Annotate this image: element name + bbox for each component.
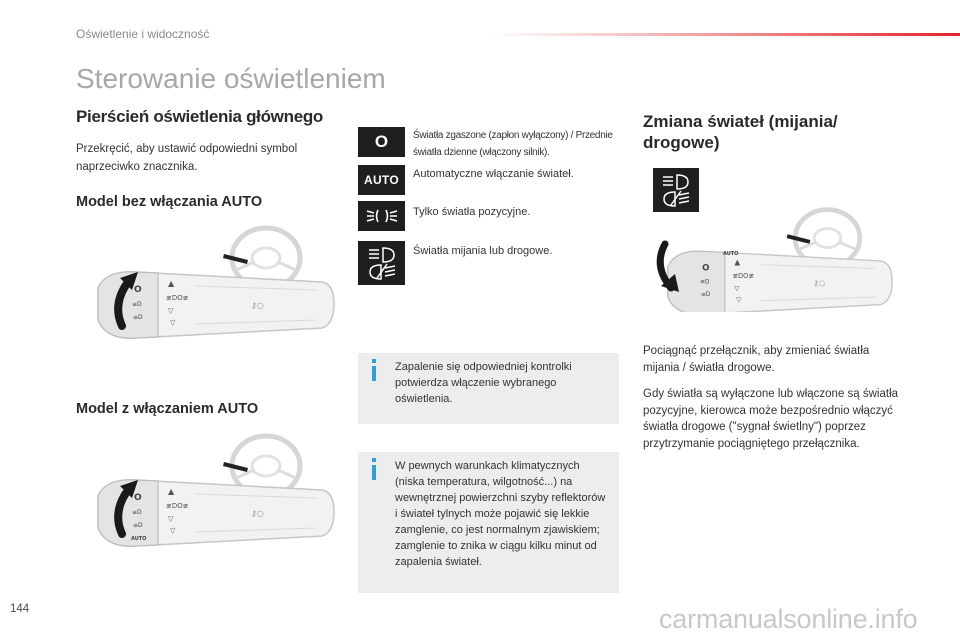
off-icon: O — [358, 127, 405, 157]
watermark: carmanualsonline.info — [659, 604, 918, 634]
mode-row-position — [358, 201, 628, 235]
stalk-drawing-auto — [76, 428, 346, 558]
heading-model-with-auto: Model z włączaniem AUTO — [76, 401, 259, 417]
stalk-illustration-auto — [76, 428, 346, 558]
dipped-main-beam-icon — [358, 241, 405, 285]
heading-main-ring: Pierścień oświetlenia głównego — [76, 107, 324, 126]
stalk-illustration-no-auto — [76, 220, 346, 350]
header-accent-line — [490, 33, 960, 36]
info-icon-bar — [372, 465, 376, 480]
info-box-condensation — [358, 452, 619, 593]
info-text-indicator: Zapalenie się odpowiedniej kontrolki potwierdza włączenie wybranego oświetlenia. — [395, 361, 572, 405]
info-text-condensation: W pewnych warunkach klimatycznych (niska temperatura, wilgotność...) na wewnętrznej powierzchni szyby reflektorów i świateł tylnych może pojawić się lekkie zamglenie, co jest normalnym zjawiskiem; zamglenie to znika w ciągu kilku minut od zapalenia świateł. — [395, 460, 606, 568]
mode-text-auto: Automatyczne włączanie świateł. — [413, 168, 574, 180]
stalk-drawing — [76, 220, 346, 350]
heading-beam-change: Zmiana świateł (mijania/ drogowe) — [643, 112, 838, 152]
stalk-auto-label: AUTO — [131, 536, 147, 542]
stalk-auto-label: AUTO — [723, 251, 739, 257]
page-number: 144 — [10, 603, 30, 615]
mode-row-beam — [358, 241, 628, 287]
mode-text-beam: Światła mijania lub drogowe. — [413, 245, 553, 257]
right-paragraph-2: Gdy światła są wyłączone lub włączone są światła pozycyjne, kierowca może bezpośrednio włączyć światła drogowe ("sygnał świetlny") poprzez przytrzymanie pociągniętego przełącznika. — [643, 388, 899, 450]
stalk-illustration-pull — [643, 162, 903, 312]
right-paragraph-1: Pociągnąć przełącznik, aby zmieniać światła mijania / światła drogowe. — [643, 345, 870, 374]
intro-text: Przekręcić, aby ustawić odpowiedni symbol naprzeciwko znacznika. — [76, 143, 298, 173]
auto-icon: AUTO — [358, 165, 405, 195]
mode-text-position: Tylko światła pozycyjne. — [413, 206, 531, 218]
info-icon — [372, 359, 376, 363]
info-icon-bar — [372, 366, 376, 381]
info-icon — [372, 458, 376, 462]
info-box-indicator — [358, 353, 619, 424]
mode-text-off: Światła zgaszone (zapłon wyłączony) / Przednie światła dzienne (włączony silnik). — [413, 130, 613, 158]
heading-model-without-auto: Model bez włączania AUTO — [76, 194, 263, 210]
position-lights-icon — [358, 201, 405, 231]
page-title: Sterowanie oświetleniem — [76, 63, 386, 94]
mode-row-auto — [358, 165, 628, 199]
beam-indicator-icon — [653, 168, 699, 212]
mode-row-off — [358, 127, 628, 161]
stalk-pull-drawing — [643, 162, 903, 312]
section-header: Oświetlenie i widoczność — [76, 27, 210, 41]
